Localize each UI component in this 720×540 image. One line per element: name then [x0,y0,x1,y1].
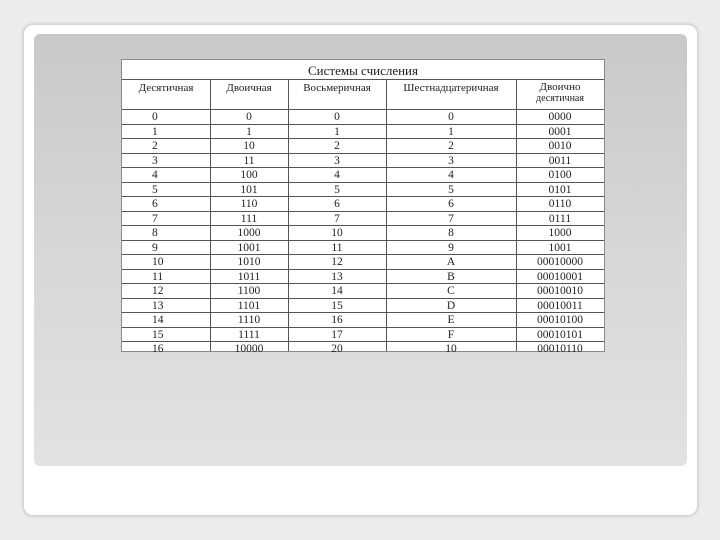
cell-binary: 1 [246,125,252,138]
cell-decimal: 8 [152,227,158,239]
table-row [122,299,604,314]
table-row [122,212,604,227]
cell-binary: 1101 [237,299,261,312]
cell-decimal: 11 [152,270,164,283]
cell-hex: C [447,285,455,297]
cell-bcd: 0100 [548,169,572,181]
cell-hex: 1 [448,125,454,138]
cell-octal: 6 [334,198,340,210]
cell-bcd: 1001 [548,241,572,254]
cell-binary: 1100 [237,285,261,297]
table-row [122,125,604,140]
header-bcd-line2: десятичная [536,93,584,104]
header-bcd-line1: Двоично [539,81,581,93]
table-row [122,110,604,125]
table-row [122,168,604,183]
cell-decimal: 7 [152,212,158,225]
cell-octal: 5 [334,183,340,196]
header-decimal: Десятичная [138,82,194,94]
cell-decimal: 15 [152,328,164,341]
table-row [122,139,604,154]
cell-bcd: 00010101 [537,328,583,341]
cell-octal: 14 [331,285,343,297]
cell-decimal: 2 [152,140,158,152]
cell-hex: 3 [448,154,454,167]
cell-binary: 1111 [238,328,260,341]
cell-hex: 5 [448,183,454,196]
cell-decimal: 6 [152,198,158,210]
cell-octal: 16 [331,314,343,326]
cell-octal: 15 [331,299,343,312]
cell-decimal: 5 [152,183,158,196]
cell-octal: 7 [334,212,340,225]
cell-binary: 1001 [237,241,261,254]
table-row [122,255,604,270]
cell-binary: 110 [240,198,258,210]
cell-binary: 11 [243,154,255,167]
cell-octal: 13 [331,270,343,283]
cell-bcd: 00010100 [537,314,583,326]
cell-binary: 111 [240,212,258,225]
cell-octal: 4 [334,169,340,181]
cell-hex: D [446,299,456,312]
cell-bcd: 00010010 [537,285,583,297]
cell-octal: 17 [331,328,343,341]
cell-decimal: 12 [152,285,164,297]
cell-binary: 100 [240,169,258,181]
cell-hex: 0 [448,111,454,123]
cell-binary: 10 [243,140,255,152]
cell-bcd: 0111 [548,212,572,225]
table-row [122,241,604,256]
table-header-row [122,80,604,110]
cell-hex: 8 [448,227,454,239]
table-row [122,313,604,328]
cell-decimal: 14 [152,314,164,326]
number-systems-table [121,59,605,355]
cell-decimal: 16 [152,343,164,355]
cell-hex: 6 [448,198,454,210]
cell-octal: 2 [334,140,340,152]
cell-octal: 1 [334,125,340,138]
table-body [122,110,604,357]
table-row [122,284,604,299]
table-row [122,226,604,241]
cell-bcd: 0010 [548,140,572,152]
table-row [122,183,604,198]
cell-bcd: 00010000 [537,256,583,268]
header-bcd [516,80,604,109]
cell-decimal: 10 [152,256,164,268]
cell-binary: 1000 [237,227,261,239]
cell-decimal: 4 [152,169,158,181]
cell-bcd: 1000 [548,227,572,239]
cell-decimal: 3 [152,154,158,167]
cell-bcd: 00010001 [537,270,583,283]
cell-binary: 1011 [237,270,261,283]
header-octal: Восьмеричная [303,82,371,94]
cell-octal: 11 [331,241,343,254]
cell-bcd: 0000 [548,111,572,123]
cell-binary: 101 [240,183,258,196]
cell-octal: 12 [331,256,343,268]
cell-decimal: 0 [152,111,158,123]
cell-bcd: 0101 [548,183,572,196]
cell-binary: 1110 [237,314,261,326]
table-row [122,328,604,343]
header-binary: Двоичная [226,82,272,94]
cell-hex: F [447,328,455,341]
cell-bcd: 0110 [548,198,572,210]
table-title: Системы счисления [122,62,604,80]
table-row [122,270,604,285]
cell-bcd: 0011 [548,154,572,167]
cell-octal: 0 [334,111,340,123]
cell-hex: B [447,270,455,283]
cell-octal: 10 [331,227,343,239]
cell-bcd: 00010110 [537,343,583,355]
cell-hex: 10 [445,343,457,355]
cell-binary: 10000 [234,343,264,355]
cell-binary: 1010 [237,256,261,268]
cell-decimal: 9 [152,241,158,254]
cell-hex: E [447,314,455,326]
cell-hex: A [446,256,456,268]
cell-decimal: 1 [152,125,158,138]
cell-hex: 7 [448,212,454,225]
cell-hex: 4 [448,169,454,181]
table-row [122,154,604,169]
cell-bcd: 0001 [548,125,572,138]
cell-hex: 9 [448,241,454,254]
cell-decimal: 13 [152,299,164,312]
cell-octal: 20 [331,343,343,355]
cell-bcd: 00010011 [537,299,583,312]
cell-binary: 0 [246,111,252,123]
cell-hex: 2 [448,140,454,152]
cell-octal: 3 [334,154,340,167]
table-row [122,342,604,357]
table-row [122,197,604,212]
header-hex: Шестнадцатеричная [403,82,499,94]
